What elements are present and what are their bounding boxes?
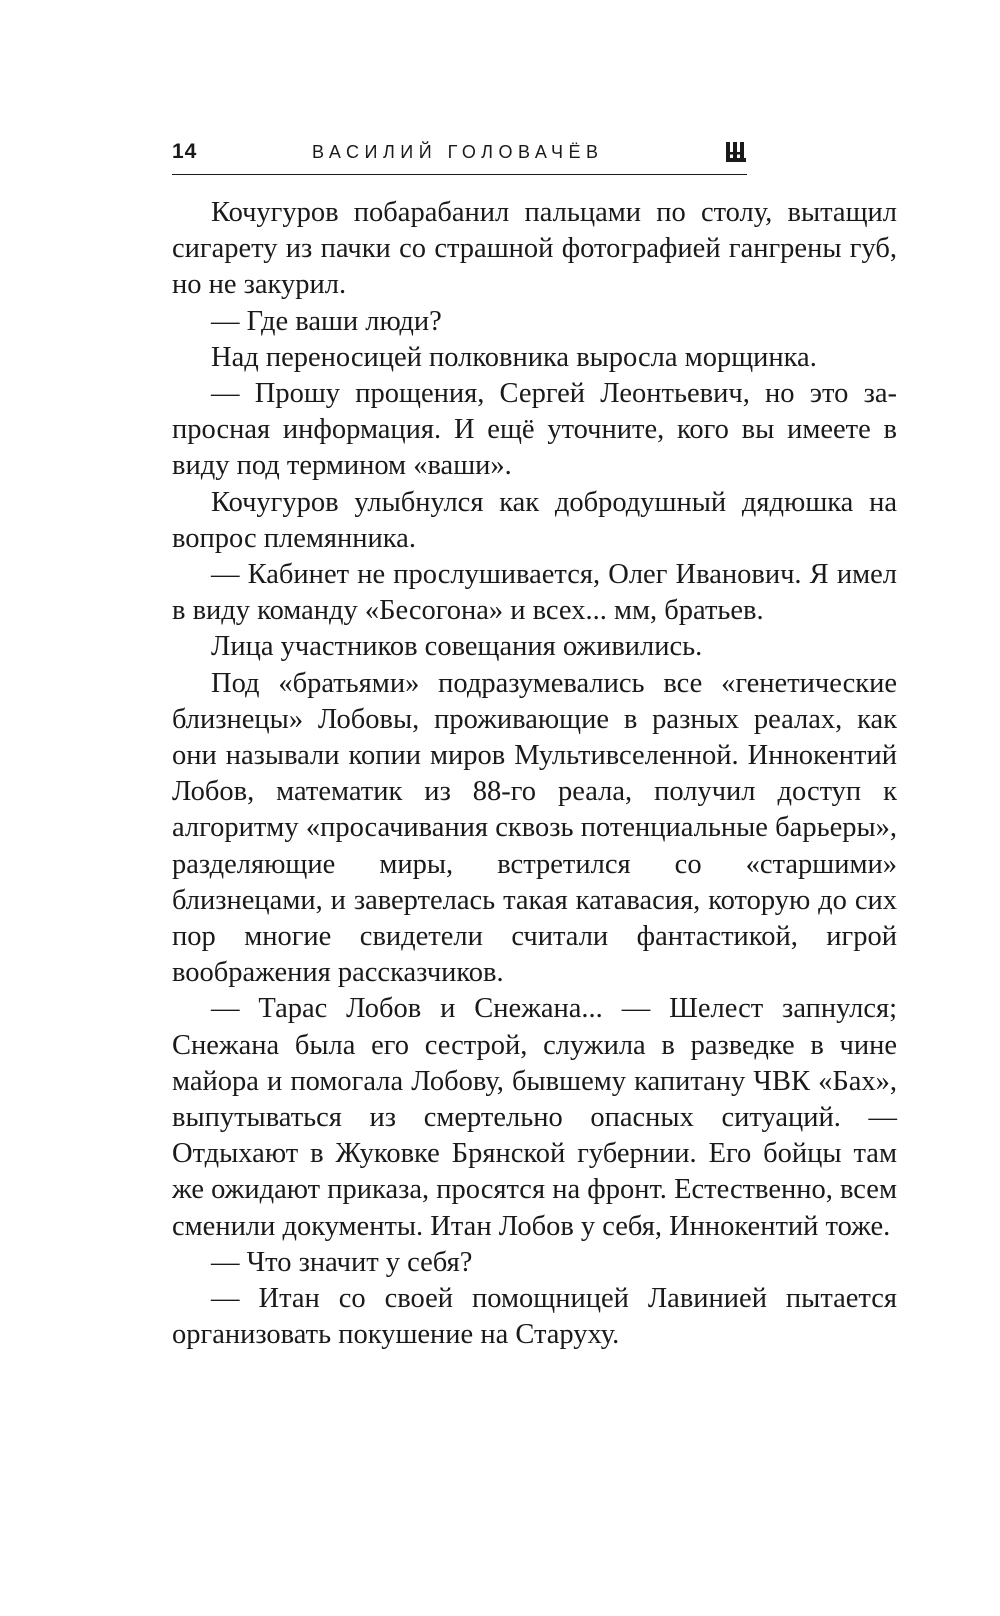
body-text	[172, 195, 897, 1354]
paragraph: — Прошу прощения, Сергей Леонтьевич, но это запросная информация. И ещё уточните, кого вы имеете в виду под термином «ваши».	[172, 378, 897, 482]
paragraph: — Что значит у себя?	[211, 1246, 473, 1278]
paragraph: Кочугуров улыбнулся как добродушный дядюшка на вопрос племянника.	[172, 486, 897, 554]
paragraph: — Тарас Лобов и Снежана... — Шелест запнулся; Снежана была его сестрой, служила в разведке в чине майора и помогала Лобову, бывшему капитану ЧВК «Бах», выпутываться из смертельно опасных ситуаций. — Отдыхают в Жуковке Брянской губернии. Его бойцы там же ожидают приказа, просятся на фронт. Естественно, всем сменили документы. Итан Лобов у себя, Иннокентий тоже.	[172, 993, 897, 1242]
running-head-author: ВАСИЛИЙ ГОЛОВАЧЁВ	[312, 142, 604, 162]
paragraph: — Итан со своей помощницей Лавинией пытается организовать покушение на Старуху.	[172, 1283, 897, 1351]
paragraph: — Где ваши люди?	[211, 305, 442, 337]
page-header	[172, 138, 747, 175]
paragraph: — Кабинет не прослушивается, Олег Иванович. Я имел в виду команду «Бесогона» и всех... мм, братьев.	[172, 559, 897, 627]
paragraph: Лица участников совещания оживились.	[211, 631, 703, 663]
paragraph: Кочугуров побарабанил пальцами по столу, вытащил сигарету из пачки со страшной фотографией гангрены губ, но не закурил.	[172, 197, 897, 301]
paragraph: Над переносицей полковника выросла морщинка.	[211, 341, 817, 373]
paragraph: Под «братьями» подразумевались все «генетические близнецы» Лобовы, проживающие в разных реалах, как они называли копии миров Мультивселенной. Иннокентий Лобов, математик из 88-го реала, получил доступ к алгоритму «просачивания сквозь потенциальные барьеры», разделяющие миры, встретился со «старшими» близнецами, и завертелась такая катавасия, которую до сих пор многие свидетели считали фантастикой, игрой воображения рассказчиков.	[172, 667, 897, 989]
page-number: 14	[172, 140, 198, 163]
publisher-logo-icon	[725, 141, 747, 163]
